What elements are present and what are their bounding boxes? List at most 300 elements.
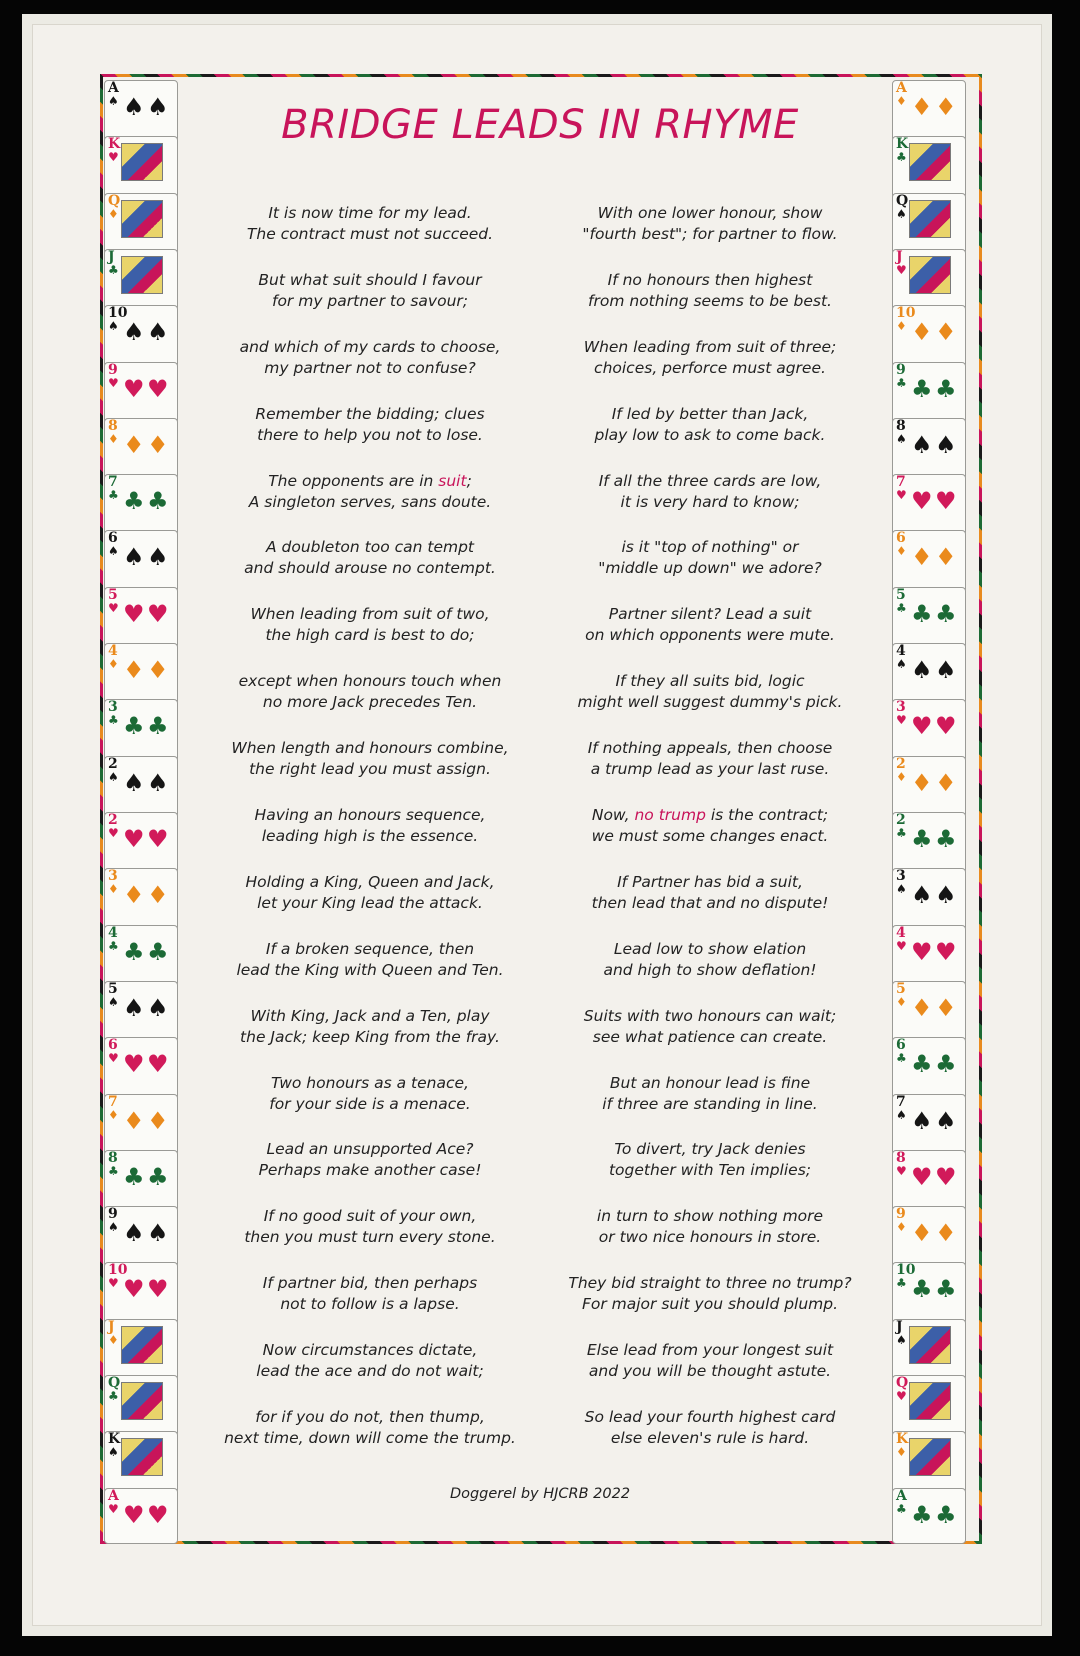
spade-icon: ♠ [108, 1445, 119, 1460]
card-rank: J [108, 1318, 115, 1335]
diamond-pip-icon: ♦ [123, 881, 145, 910]
diamond-icon: ♦ [108, 1107, 119, 1122]
heart-icon: ♥ [896, 713, 907, 728]
spade-icon: ♠ [896, 882, 907, 897]
card-index [896, 1208, 907, 1234]
verse [205, 805, 535, 872]
verse-line: the Jack; keep King from the fray. [240, 1027, 500, 1046]
playing-card-q-diamond [104, 193, 178, 255]
playing-card-4-club [104, 925, 178, 987]
playing-card-2-club [892, 812, 966, 874]
diamond-pip-icon: ♦ [147, 656, 169, 685]
page-title: BRIDGE LEADS IN RHYME [281, 102, 799, 148]
diamond-pip-icon: ♦ [935, 543, 957, 572]
diamond-icon: ♦ [108, 431, 119, 446]
diamond-icon: ♦ [108, 657, 119, 672]
verse-fragment: Now, [591, 806, 635, 825]
verse-line: or two nice honours in store. [598, 1228, 822, 1247]
heart-icon: ♥ [896, 1389, 907, 1404]
spade-pip-icon: ♠ [123, 1219, 145, 1248]
card-index [896, 361, 907, 390]
verse-line: A doubleton too can tempt [265, 538, 475, 557]
card-index [896, 924, 907, 953]
heart-pip-icon: ♥ [147, 599, 169, 628]
verse-line: it is very hard to know; [620, 492, 800, 511]
card-index [896, 586, 907, 615]
verse-line: a trump lead as your last ruse. [590, 760, 830, 779]
verse-line: except when honours touch when [238, 672, 502, 691]
diamond-icon: ♦ [108, 882, 119, 897]
card-rank: 5 [108, 980, 118, 997]
spade-pip-icon: ♠ [935, 1106, 957, 1135]
card-rank: A [896, 1487, 907, 1504]
verse-line: With one lower honour, show [597, 204, 823, 222]
card-index [108, 361, 119, 390]
playing-card-8-heart [892, 1150, 966, 1212]
heart-icon: ♥ [108, 375, 119, 390]
club-icon: ♣ [108, 488, 119, 503]
face-card-portrait-icon [909, 1326, 951, 1364]
card-index [896, 476, 907, 502]
heart-icon: ♥ [108, 150, 119, 165]
verse-line: the high card is best to do; [265, 626, 475, 645]
diamond-pip-icon: ♦ [123, 1106, 145, 1135]
playing-card-a-spade [104, 80, 178, 142]
diamond-icon: ♦ [896, 94, 907, 108]
verse [205, 1273, 535, 1340]
playing-card-9-club [892, 362, 966, 424]
card-index [896, 248, 907, 277]
card-rank: 7 [896, 1093, 906, 1110]
club-icon: ♣ [896, 1051, 907, 1066]
diamond-pip-icon: ♦ [911, 543, 933, 572]
diamond-pip-icon: ♦ [935, 318, 957, 347]
card-rank: 2 [108, 812, 118, 828]
diamond-icon: ♦ [108, 1332, 119, 1347]
verse-line: If a broken sequence, then [265, 939, 475, 958]
club-icon: ♣ [108, 713, 119, 728]
verse-line: If all the three cards are low, [598, 471, 822, 490]
spade-pip-icon: ♠ [147, 318, 169, 347]
face-card-portrait-icon [121, 1382, 163, 1420]
verse [545, 1139, 875, 1206]
playing-card-6-heart [104, 1037, 178, 1099]
card-index [896, 1318, 907, 1347]
face-card-portrait-icon [121, 256, 163, 294]
playing-card-4-spade [892, 643, 966, 705]
verse-line: When length and honours combine, [231, 739, 509, 758]
verse-line: for my partner to savour; [271, 291, 469, 310]
card-rank: 7 [896, 474, 906, 491]
card-rank: 8 [896, 417, 906, 434]
verse-line: But what suit should I favour [258, 270, 482, 289]
verse [205, 404, 535, 471]
verse-line: Perhaps make another case! [258, 1161, 482, 1180]
card-index [108, 755, 119, 784]
credit-line: Doggerel by HJCRB 2022 [449, 1486, 631, 1502]
playing-card-5-diamond [892, 981, 966, 1043]
diamond-pip-icon: ♦ [935, 993, 957, 1022]
card-rank: 6 [896, 1037, 906, 1054]
diamond-icon: ♦ [108, 206, 119, 221]
verse-line: we must some changes enact. [591, 827, 829, 846]
playing-card-4-diamond [104, 643, 178, 705]
card-rank: 4 [896, 643, 906, 660]
card-index [108, 138, 120, 164]
playing-card-10-club [892, 1262, 966, 1324]
spade-pip-icon: ♠ [935, 656, 957, 685]
card-index [108, 192, 121, 221]
heart-pip-icon: ♥ [911, 937, 933, 966]
card-index [896, 1039, 907, 1065]
playing-card-j-club [104, 249, 178, 311]
club-icon: ♣ [896, 375, 907, 390]
verse [545, 738, 875, 805]
playing-card-k-club [892, 136, 966, 198]
club-icon: ♣ [896, 150, 907, 165]
club-pip-icon: ♣ [123, 712, 145, 741]
verse-line: If no honours then highest [607, 270, 813, 289]
card-rank: K [108, 136, 121, 153]
verse [545, 872, 875, 939]
diamond-icon: ♦ [896, 1220, 907, 1235]
diamond-pip-icon: ♦ [935, 768, 957, 797]
heart-icon: ♥ [108, 600, 119, 615]
spade-pip-icon: ♠ [935, 430, 957, 459]
playing-card-j-spade [892, 1319, 966, 1381]
playing-card-8-club [104, 1150, 178, 1212]
club-pip-icon: ♣ [123, 937, 145, 966]
heart-pip-icon: ♥ [123, 1275, 145, 1304]
verse-line: "middle up down" we adore? [598, 559, 822, 578]
card-index [896, 532, 907, 558]
playing-card-8-diamond [104, 418, 178, 480]
spade-pip-icon: ♠ [147, 993, 169, 1022]
club-pip-icon: ♣ [147, 487, 169, 516]
playing-card-a-heart [104, 1488, 178, 1544]
playing-card-10-diamond [892, 305, 966, 367]
heart-pip-icon: ♥ [123, 825, 145, 853]
card-rank: 8 [896, 1149, 906, 1166]
heart-pip-icon: ♥ [123, 599, 145, 628]
verse-line [205, 471, 535, 492]
club-pip-icon: ♣ [147, 712, 169, 741]
verse [545, 805, 875, 872]
verse [205, 738, 535, 805]
card-index [896, 980, 907, 1009]
heart-icon: ♥ [896, 938, 907, 953]
verse [205, 1206, 535, 1273]
right-card-strip [892, 80, 968, 1544]
spade-pip-icon: ♠ [147, 768, 169, 797]
card-rank: 5 [896, 586, 906, 603]
verse-line: on which opponents were mute. [585, 626, 835, 645]
verse-line: If led by better than Jack, [611, 404, 809, 423]
card-index [896, 1377, 908, 1403]
card-index [108, 980, 119, 1009]
card-rank: K [896, 1431, 909, 1448]
card-rank: 9 [108, 361, 118, 378]
card-rank: 9 [108, 1206, 118, 1223]
spade-pip-icon: ♠ [123, 993, 145, 1022]
playing-card-2-heart [104, 812, 178, 874]
verse-line: and high to show deflation! [603, 960, 817, 979]
card-rank: J [896, 1318, 903, 1335]
verse-fragment: ; [466, 471, 472, 490]
card-rank: 10 [108, 305, 128, 322]
card-rank: Q [896, 1375, 909, 1392]
playing-card-5-spade [104, 981, 178, 1043]
verse-line: and you will be thought astute. [588, 1362, 832, 1381]
verse [545, 1273, 875, 1340]
card-index [108, 417, 119, 446]
card-rank: 2 [108, 755, 118, 772]
heart-icon: ♥ [896, 262, 907, 277]
diamond-pip-icon: ♦ [935, 1219, 957, 1248]
face-card-portrait-icon [121, 1438, 163, 1476]
verse-line: and should arouse no contempt. [244, 559, 496, 578]
card-rank: 6 [896, 530, 906, 547]
heart-pip-icon: ♥ [123, 1500, 145, 1529]
club-pip-icon: ♣ [911, 374, 933, 403]
heart-icon: ♥ [896, 488, 907, 503]
club-icon: ♣ [896, 826, 907, 840]
verse-line: in turn to show nothing more [596, 1207, 824, 1226]
card-rank: 9 [896, 1206, 906, 1223]
card-rank: 3 [896, 868, 906, 885]
playing-card-3-diamond [104, 868, 178, 930]
playing-card-9-spade [104, 1206, 178, 1268]
verse [545, 1407, 875, 1474]
playing-card-q-club [104, 1375, 178, 1437]
verse-line: Else lead from your longest suit [586, 1341, 834, 1360]
spade-pip-icon: ♠ [123, 93, 145, 121]
verse [545, 270, 875, 337]
playing-card-9-diamond [892, 1206, 966, 1268]
heart-icon: ♥ [108, 1276, 119, 1291]
card-rank: 10 [896, 1262, 916, 1279]
verse-line: Two honours as a tenace, [271, 1073, 469, 1092]
verse-line: lead the ace and do not wait; [256, 1362, 484, 1381]
card-rank: K [108, 1431, 121, 1448]
diamond-pip-icon: ♦ [911, 993, 933, 1022]
face-card-portrait-icon [909, 143, 951, 181]
diamond-pip-icon: ♦ [911, 1219, 933, 1248]
heart-pip-icon: ♥ [935, 487, 957, 516]
club-icon: ♣ [108, 938, 119, 953]
spade-pip-icon: ♠ [911, 881, 933, 910]
club-pip-icon: ♣ [911, 1500, 933, 1529]
verse-line: Lead low to show elation [613, 939, 807, 958]
face-card-portrait-icon [121, 1326, 163, 1364]
spade-icon: ♠ [108, 769, 119, 784]
heart-pip-icon: ♥ [123, 1050, 145, 1079]
verse [205, 203, 535, 270]
verse-line: If they all suits bid, logic [615, 672, 805, 691]
verse [205, 1073, 535, 1140]
verse [205, 270, 535, 337]
card-index [108, 701, 119, 727]
club-icon: ♣ [108, 1163, 119, 1178]
verse-line: It is now time for my lead. [268, 204, 472, 222]
playing-card-3-heart [892, 699, 966, 761]
verse-line: no more Jack precedes Ten. [262, 693, 478, 712]
card-rank: 8 [108, 417, 118, 434]
card-rank: 2 [896, 755, 906, 772]
heart-pip-icon: ♥ [147, 825, 169, 853]
card-rank: 5 [108, 586, 118, 603]
verse [205, 671, 535, 738]
verse-line: When leading from suit of two, [250, 605, 490, 624]
highlight-word: no trump [634, 806, 706, 825]
card-index [108, 248, 119, 277]
card-index [896, 1433, 908, 1459]
diamond-pip-icon: ♦ [147, 881, 169, 910]
card-index [896, 138, 908, 164]
heart-pip-icon: ♥ [911, 487, 933, 516]
heart-pip-icon: ♥ [935, 1162, 957, 1191]
playing-card-q-heart [892, 1375, 966, 1437]
card-rank: 4 [896, 924, 906, 941]
card-rank: 7 [108, 474, 118, 491]
spade-icon: ♠ [108, 994, 119, 1009]
verse [545, 1206, 875, 1273]
verse-line: then you must turn every stone. [244, 1228, 496, 1247]
card-index [108, 1377, 120, 1403]
playing-card-4-heart [892, 925, 966, 987]
club-pip-icon: ♣ [935, 599, 957, 628]
card-index [896, 82, 907, 108]
heart-pip-icon: ♥ [935, 712, 957, 741]
card-rank: 3 [108, 868, 118, 885]
diamond-pip-icon: ♦ [911, 93, 933, 121]
card-rank: 10 [896, 305, 916, 322]
diamond-pip-icon: ♦ [911, 768, 933, 797]
verse-line: Now circumstances dictate, [262, 1341, 478, 1360]
playing-card-3-club [104, 699, 178, 761]
playing-card-2-spade [104, 756, 178, 818]
heart-pip-icon: ♥ [935, 937, 957, 966]
spade-icon: ♠ [108, 94, 119, 108]
club-pip-icon: ♣ [935, 1275, 957, 1304]
spade-icon: ♠ [108, 319, 119, 334]
diamond-icon: ♦ [896, 769, 907, 784]
spade-icon: ♠ [896, 206, 907, 221]
playing-card-7-diamond [104, 1094, 178, 1156]
card-index [108, 82, 119, 108]
spade-pip-icon: ♠ [911, 1106, 933, 1135]
diamond-pip-icon: ♦ [147, 430, 169, 459]
verse [545, 1006, 875, 1073]
club-icon: ♣ [896, 600, 907, 615]
playing-card-q-spade [892, 193, 966, 255]
card-rank: 7 [108, 1093, 118, 1110]
playing-card-3-spade [892, 868, 966, 930]
card-rank: 6 [108, 530, 118, 547]
card-rank: J [896, 248, 903, 265]
verse-line: not to follow is a lapse. [280, 1295, 460, 1314]
card-index [108, 1433, 120, 1459]
verse-line: Suits with two honours can wait; [583, 1006, 837, 1025]
card-index [896, 701, 907, 727]
verse-line: If no good suit of your own, [263, 1207, 477, 1226]
card-rank: 3 [896, 699, 906, 716]
spade-pip-icon: ♠ [123, 318, 145, 347]
verse-fragment: is the contract; [705, 806, 829, 825]
verse [545, 671, 875, 738]
verse-line: A singleton serves, sans doute. [248, 492, 492, 511]
verse [545, 939, 875, 1006]
card-index [896, 645, 907, 671]
spade-icon: ♠ [108, 544, 119, 559]
card-rank: 6 [108, 1037, 118, 1054]
verse-line: So lead your fourth highest card [584, 1408, 836, 1427]
heart-icon: ♥ [108, 1501, 119, 1516]
spade-pip-icon: ♠ [935, 881, 957, 910]
verse [205, 337, 535, 404]
verse [205, 1006, 535, 1073]
face-card-portrait-icon [909, 256, 951, 294]
playing-card-6-club [892, 1037, 966, 1099]
verse-line: see what patience can create. [592, 1027, 828, 1046]
diamond-pip-icon: ♦ [911, 318, 933, 347]
verse [545, 404, 875, 471]
club-pip-icon: ♣ [911, 599, 933, 628]
card-rank: A [108, 80, 119, 96]
card-index [108, 1039, 119, 1065]
playing-card-8-spade [892, 418, 966, 480]
verse [205, 471, 535, 538]
spade-pip-icon: ♠ [911, 656, 933, 685]
heart-pip-icon: ♥ [147, 1050, 169, 1079]
verse [545, 203, 875, 270]
verse-line: else eleven's rule is hard. [610, 1429, 810, 1448]
spade-pip-icon: ♠ [123, 543, 145, 572]
card-rank: 4 [108, 643, 118, 660]
verse [205, 1139, 535, 1206]
card-index [896, 1487, 907, 1516]
verse-line: from nothing seems to be best. [588, 291, 832, 310]
verse-line: then lead that and no dispute! [591, 893, 829, 912]
club-pip-icon: ♣ [935, 1050, 957, 1079]
verse-line: They bid straight to three no trump? [568, 1274, 852, 1293]
face-card-portrait-icon [909, 1438, 951, 1476]
card-index [108, 1318, 119, 1347]
card-index [896, 192, 909, 221]
card-rank: 5 [896, 980, 906, 997]
diamond-pip-icon: ♦ [123, 430, 145, 459]
playing-card-6-diamond [892, 530, 966, 592]
highlight-word: suit [438, 471, 467, 490]
verse-line: for your side is a menace. [269, 1094, 471, 1113]
heart-icon: ♥ [108, 826, 119, 840]
verse [205, 872, 535, 939]
verse [205, 537, 535, 604]
card-rank: 3 [108, 699, 118, 716]
verse-line: might well suggest dummy's pick. [577, 693, 843, 712]
verse-line: leading high is the essence. [261, 827, 479, 846]
card-rank: 4 [108, 924, 118, 941]
card-rank: J [108, 248, 115, 265]
verse [545, 471, 875, 538]
verse [545, 1073, 875, 1140]
playing-card-5-heart [104, 587, 178, 649]
verse-line: Lead an unsupported Ace? [266, 1140, 474, 1159]
verse [205, 604, 535, 671]
card-rank: 8 [108, 1149, 118, 1166]
playing-card-5-club [892, 587, 966, 649]
diamond-icon: ♦ [896, 994, 907, 1009]
